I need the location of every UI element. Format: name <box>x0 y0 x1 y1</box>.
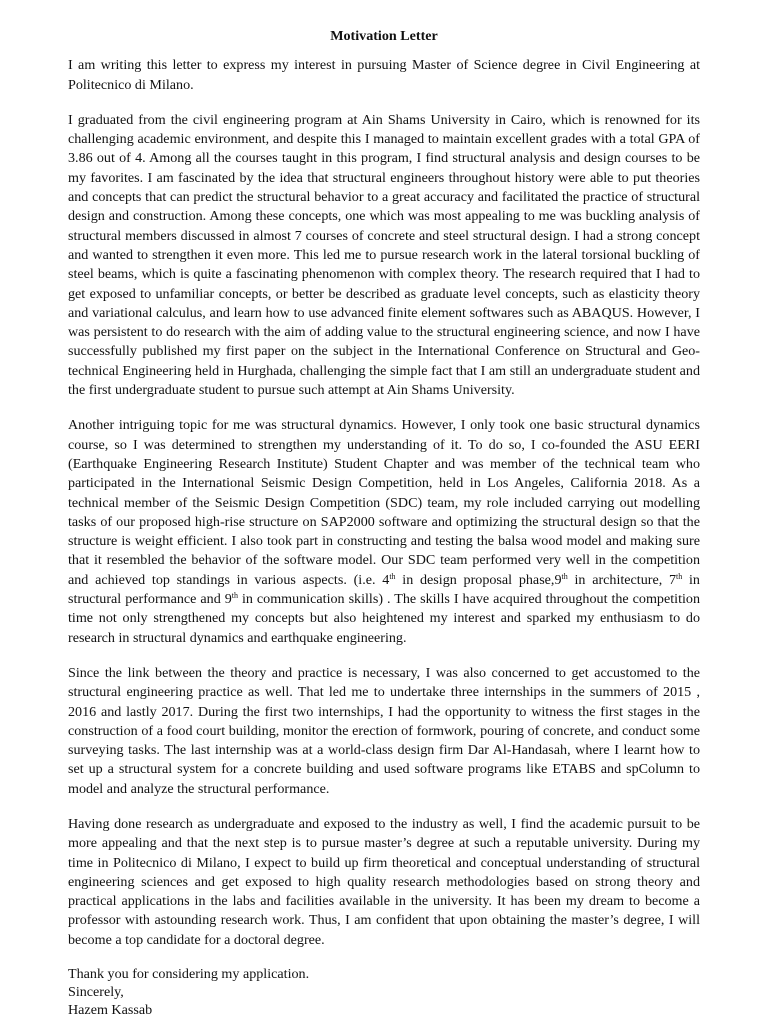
text-run: in design proposal phase,9 <box>395 571 562 588</box>
closing-signoff: Sincerely, <box>68 983 124 1000</box>
superscript: th <box>561 571 568 581</box>
superscript: th <box>389 571 396 581</box>
paragraph-structural-dynamics <box>68 416 700 648</box>
page-title: Motivation Letter <box>330 28 438 44</box>
paragraph-conclusion: Having done research as undergraduate and exposed to the industry as well, I find the academic pursuit to be more appealing and that the next step is to pursue master’s degree at such a reputable university. During my time in Politecnico di Milano, I expect to build up firm theoretical and conceptual understanding of structural engineering sciences and get exposed to high quality research methodologies based on strong theory and practical applications in the labs and facilities available in the university. It has been my dream to become a professor with astounding research work. Thus, I am confident that upon obtaining the master’s degree, I will become a top candidate for a doctoral degree. <box>68 815 700 948</box>
text-run: in architecture, 7 <box>567 571 677 588</box>
superscript: th <box>231 591 238 601</box>
text-run: in communication skills) . The skills I have acquired throughout the competition time not only strengthened my concepts but also heightened my interest and sparked my enthusiasm to do research in structural dynamics and earthquake engineering. <box>68 591 700 646</box>
paragraph-education: I graduated from the civil engineering program at Ain Shams University in Cairo, which is renowned for its challenging academic environment, and despite this I managed to maintain excellent grades with a total GPA of 3.86 out of 4. Among all the courses taught in this program, I find structural analysis and design courses to be my favorites. I am fascinated by the idea that structural engineers throughout history were able to put theories and concepts that can predict the structural behavior to a great accuracy and facilitated the practice of structural design and construction. Among these concepts, one which was most appealing to me was buckling analysis of structural members discussed in almost 7 courses of concrete and steel structural design. I had a strong concept and wanted to strengthen it even more. This led me to pursue research work in the lateral torsional buckling of steel beams, which is quite a fascinating phenomenon with complex theory. The research required that I had to get exposed to unfamiliar concepts, or better be described as graduate level concepts, such as elasticity theory and variational calculus, and learn how to use advanced finite element softwares such as ABAQUS. However, I was persistent to do research with the aim of adding value to the structural engineering science, and now I have successfully published my first paper on the subject in the International Conference on Structural and Geo-technical Engineering held in Hurghada, challenging the simple fact that I am still an undergraduate student and the first undergraduate student to pursue such attempt at Ain Shams University. <box>68 111 700 399</box>
signature-name: Hazem Kassab <box>68 1001 153 1018</box>
closing-block <box>68 966 700 1019</box>
closing-thanks: Thank you for considering my application. <box>68 966 310 983</box>
text-run: in structural performance and 9 <box>68 571 700 608</box>
paragraph-internships: Since the link between the theory and practice is necessary, I was also concerned to get accustomed to the structural engineering practice as well. That led me to undertake three internships in the summers of 2015 , 2016 and lastly 2017. During the first two internships, I had the opportunity to witness the first stages in the construction of a food court building, monitor the erection of formwork, pouring of concrete, and conduct some surveying tasks. The last internship was at a world-class design firm Dar Al-Handasah, where I learnt how to set up a structural system for a concrete building and used software programs like ETABS and spColumn to model and analyze the structural performance. <box>68 664 700 797</box>
paragraph-intro: I am writing this letter to express my interest in pursuing Master of Science degree in Civil Engineering at Politecnico di Milano. <box>68 57 700 93</box>
superscript: th <box>676 571 683 581</box>
text-run: Another intriguing topic for me was structural dynamics. However, I only took one basic structural dynamics course, so I was determined to strengthen my understanding of it. To do so, I co-founded the ASU EERI (Earthquake Engineering Research Institute) Student Chapter and was member of the technical team who participated in the International Seismic Design Competition, held in Los Angeles, California 2018. As a technical member of the Seismic Design Competition (SDC) team, my role included carrying out modelling tasks of our proposed high-rise structure on SAP2000 software and optimizing the structural design so that the structure is weight efficient. I also took part in constructing and testing the balsa wood model and making sure that it resembled the behavior of the software model. Our SDC team performed very well in the competition and achieved top standings in various aspects. (i.e. 4 <box>68 417 700 588</box>
